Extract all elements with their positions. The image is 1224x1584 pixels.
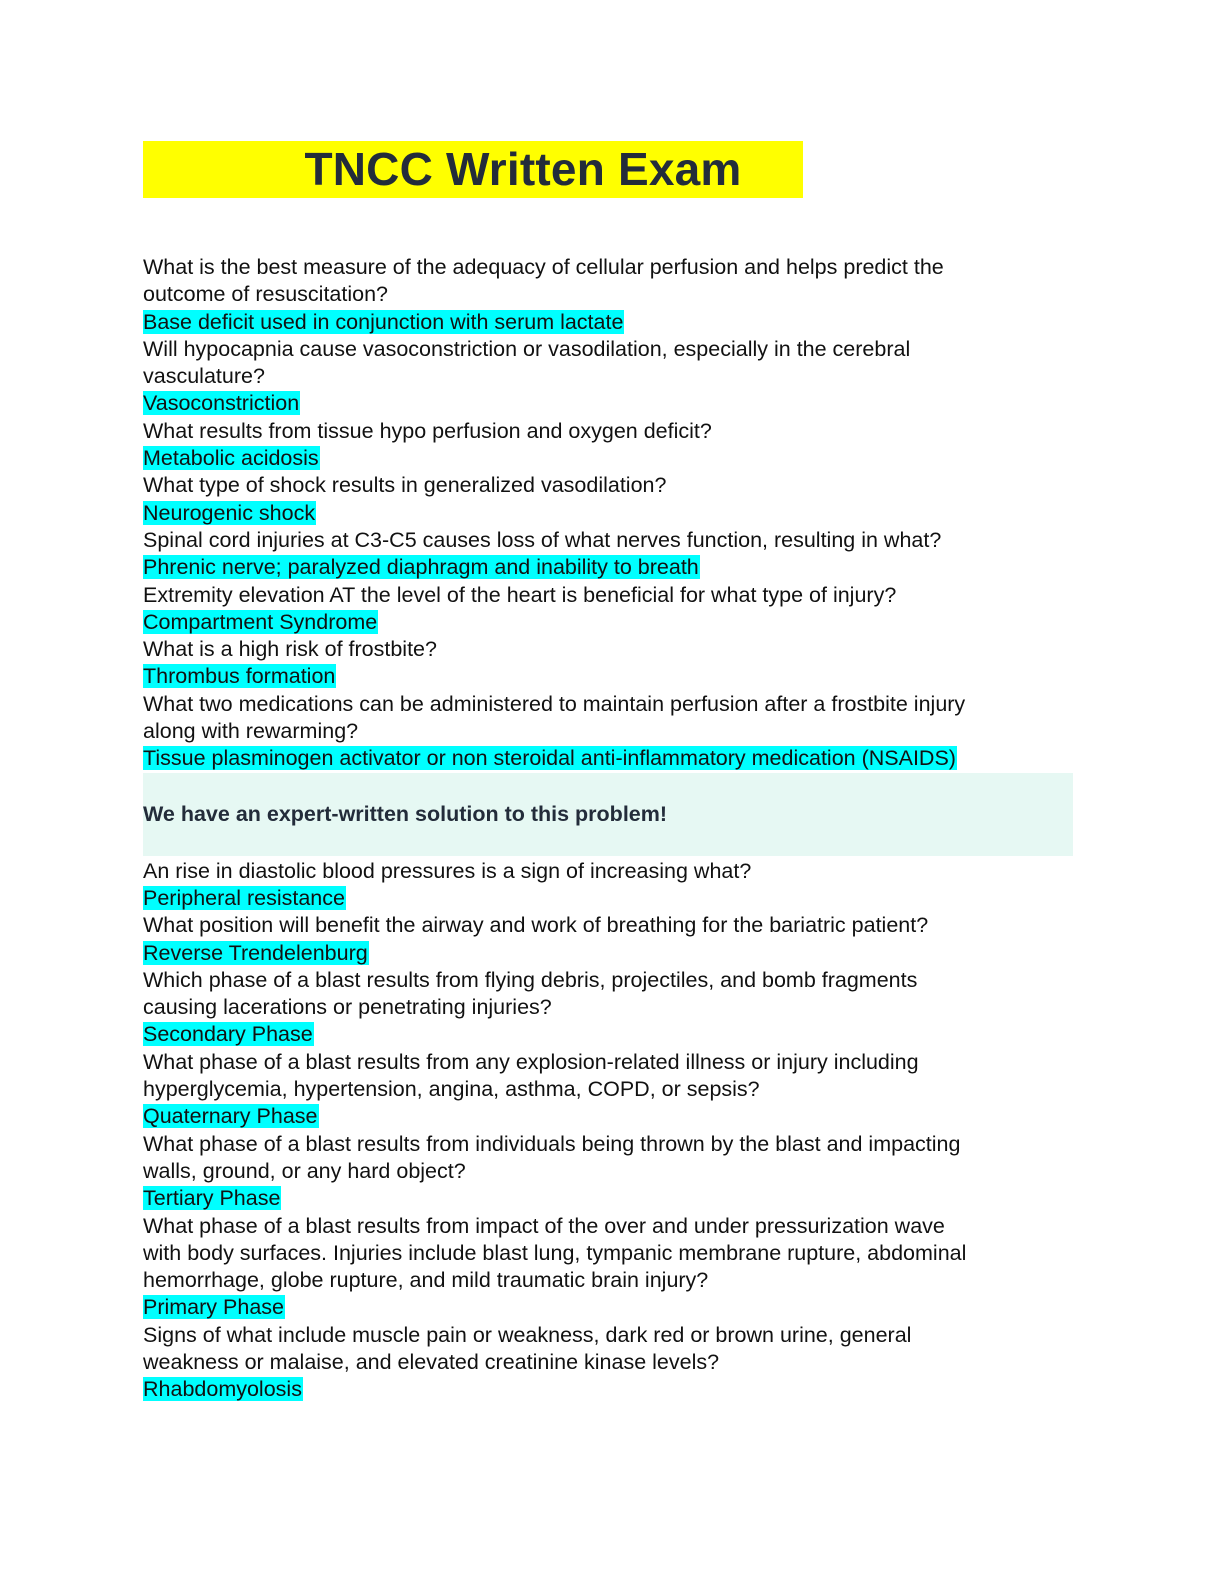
question — [143, 967, 1073, 1022]
answer — [143, 309, 1073, 336]
question — [143, 254, 1073, 309]
answer-text: Phrenic nerve; paralyzed diaphragm and inability to breath — [143, 555, 699, 580]
question — [143, 472, 1073, 499]
answer-text: Peripheral resistance — [143, 885, 345, 910]
question — [143, 1213, 1073, 1295]
question-line: What phase of a blast results from individuals being thrown by the blast and impacting — [143, 1131, 961, 1156]
question-line: What is a high risk of frostbite? — [143, 637, 437, 662]
question-line: What phase of a blast results from any explosion-related illness or injury including — [143, 1049, 919, 1074]
answer — [143, 940, 1073, 967]
answer-text: Secondary Phase — [143, 1022, 313, 1047]
answer-text: Base deficit used in conjunction with serum lactate — [143, 309, 624, 334]
answer — [143, 390, 1073, 417]
question-line: hyperglycemia, hypertension, angina, asthma, COPD, or sepsis? — [143, 1077, 760, 1102]
question-line: Spinal cord injuries at C3-C5 causes loss of what nerves function, resulting in what? — [143, 527, 942, 552]
answer — [143, 885, 1073, 912]
solution-banner[interactable] — [143, 773, 1073, 856]
question-line: Signs of what include muscle pain or weakness, dark red or brown urine, general — [143, 1322, 912, 1347]
question — [143, 1131, 1073, 1186]
question-line: causing lacerations or penetrating injuries? — [143, 995, 552, 1020]
answer — [143, 609, 1073, 636]
question-line: An rise in diastolic blood pressures is a sign of increasing what? — [143, 858, 752, 883]
answer-text: Primary Phase — [143, 1295, 284, 1320]
question-line: weakness or malaise, and elevated creatinine kinase levels? — [143, 1349, 720, 1374]
question — [143, 1049, 1073, 1104]
question — [143, 636, 1073, 663]
answer — [143, 745, 1073, 772]
question-line: hemorrhage, globe rupture, and mild traumatic brain injury? — [143, 1268, 709, 1293]
answer — [143, 1103, 1073, 1130]
qa-section-1 — [143, 254, 1073, 773]
answer — [143, 445, 1073, 472]
question — [143, 527, 1073, 554]
question — [143, 418, 1073, 445]
question-line: What results from tissue hypo perfusion and oxygen deficit? — [143, 418, 712, 443]
question — [143, 336, 1073, 391]
document-title: TNCC Written Exam — [304, 143, 742, 195]
question-line: What position will benefit the airway and work of breathing for the bariatric patient? — [143, 913, 929, 938]
question-line: vasculature? — [143, 364, 265, 389]
question-line: with body surfaces. Injuries include blast lung, tympanic membrane rupture, abdominal — [143, 1240, 967, 1265]
title-highlight — [143, 141, 803, 198]
answer-text: Reverse Trendelenburg — [143, 940, 368, 965]
answer — [143, 500, 1073, 527]
question-line: What two medications can be administered to maintain perfusion after a frostbite injury — [143, 691, 966, 716]
question — [143, 912, 1073, 939]
answer — [143, 1021, 1073, 1048]
answer — [143, 1376, 1073, 1403]
answer-text: Vasoconstriction — [143, 391, 300, 416]
answer-text: Tissue plasminogen activator or non steroidal anti-inflammatory medication (NSAIDS) — [143, 746, 956, 771]
answer — [143, 1294, 1073, 1321]
question — [143, 691, 1073, 746]
document-page — [143, 141, 1073, 1404]
question-line: What type of shock results in generalized vasodilation? — [143, 473, 667, 498]
answer — [143, 1185, 1073, 1212]
answer-text: Thrombus formation — [143, 664, 336, 689]
answer-text: Neurogenic shock — [143, 500, 316, 525]
answer-text: Rhabdomyolosis — [143, 1377, 302, 1402]
question — [143, 1322, 1073, 1377]
solution-banner-text[interactable]: We have an expert-written solution to this problem! — [143, 801, 668, 826]
question-line: Which phase of a blast results from flying debris, projectiles, and bomb fragments — [143, 967, 918, 992]
question-line: walls, ground, or any hard object? — [143, 1158, 466, 1183]
question-line: outcome of resuscitation? — [143, 282, 388, 307]
answer-text: Compartment Syndrome — [143, 609, 378, 634]
question-line: What phase of a blast results from impact of the over and under pressurization wave — [143, 1213, 945, 1238]
question — [143, 582, 1073, 609]
question-line: Extremity elevation AT the level of the heart is beneficial for what type of injury? — [143, 582, 897, 607]
answer — [143, 663, 1073, 690]
answer-text: Tertiary Phase — [143, 1186, 281, 1211]
question-line: Will hypocapnia cause vasoconstriction or vasodilation, especially in the cerebral — [143, 336, 911, 361]
question — [143, 858, 1073, 885]
qa-section-2 — [143, 858, 1073, 1404]
question-line: What is the best measure of the adequacy of cellular perfusion and helps predict the — [143, 255, 944, 279]
answer — [143, 554, 1073, 581]
answer-text: Quaternary Phase — [143, 1104, 318, 1129]
question-line: along with rewarming? — [143, 719, 359, 744]
answer-text: Metabolic acidosis — [143, 446, 319, 471]
